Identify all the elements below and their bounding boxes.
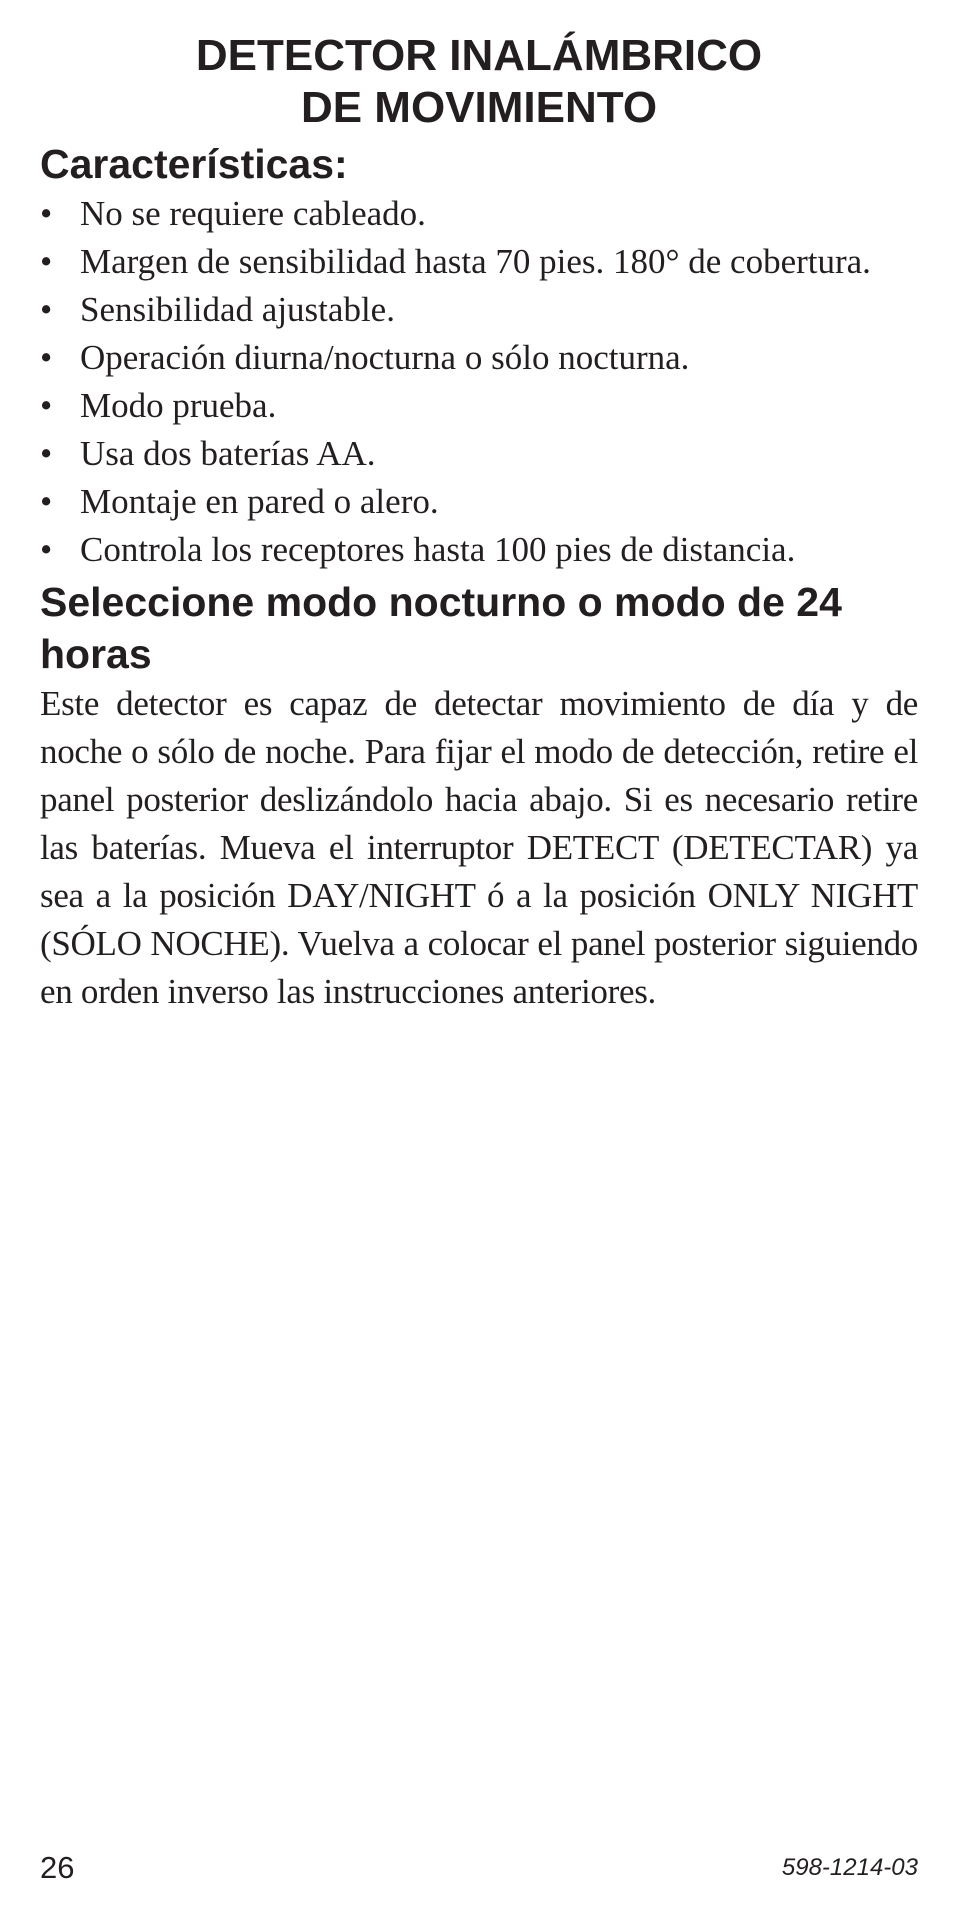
feature-item-text: Margen de sensibilidad hasta 70 pies. 180° de cobertura. xyxy=(80,242,871,281)
bullet-icon: • xyxy=(40,242,53,281)
mode-section-heading: Seleccione modo nocturno o modo de 24 horas xyxy=(40,579,842,677)
manual-page xyxy=(40,30,918,1016)
bullet-icon: • xyxy=(40,338,53,377)
feature-item xyxy=(40,238,918,286)
feature-item-text: Montaje en pared o alero. xyxy=(80,482,439,521)
page-title xyxy=(40,30,918,134)
feature-item-text: Usa dos baterías AA. xyxy=(80,434,376,473)
feature-item xyxy=(40,526,918,574)
document-code: 598-1214-03 xyxy=(781,1854,918,1881)
bullet-icon: • xyxy=(40,194,53,233)
page-title-line-2: DE MOVIMIENTO xyxy=(300,83,658,132)
feature-item-text: Sensibilidad ajustable. xyxy=(80,290,395,329)
bullet-icon: • xyxy=(40,290,53,329)
features-heading: Características: xyxy=(40,141,348,187)
feature-item xyxy=(40,286,918,334)
feature-item-text: Operación diurna/nocturna o sólo nocturna. xyxy=(80,338,690,377)
feature-item xyxy=(40,190,918,238)
feature-item xyxy=(40,478,918,526)
feature-item-text: Controla los receptores hasta 100 pies de distancia. xyxy=(80,530,796,569)
feature-item-text: No se requiere cableado. xyxy=(80,194,426,233)
feature-item xyxy=(40,382,918,430)
bullet-icon: • xyxy=(40,434,53,473)
feature-item xyxy=(40,430,918,478)
bullet-icon: • xyxy=(40,386,53,425)
features-list xyxy=(40,190,918,574)
mode-section-body: Este detector es capaz de detectar movimiento de día y de noche o sólo de noche. Para fijar el modo de detección, retire el panel posterior deslizándolo hacia abajo. Si es necesario retire las baterías. Mueva el interruptor DETECT (DETECTAR) ya sea a la posición DAY/NIGHT ó a la posición ONLY NIGHT (SÓLO NOCHE). Vuelva a colocar el panel posterior siguiendo en orden inverso las instrucciones anteriores. xyxy=(40,684,918,1011)
bullet-icon: • xyxy=(40,530,53,569)
bullet-icon: • xyxy=(40,482,53,521)
page-number: 26 xyxy=(40,1850,75,1885)
page-title-line-1: DETECTOR INALÁMBRICO xyxy=(195,31,763,80)
feature-item xyxy=(40,334,918,382)
feature-item-text: Modo prueba. xyxy=(80,386,277,425)
